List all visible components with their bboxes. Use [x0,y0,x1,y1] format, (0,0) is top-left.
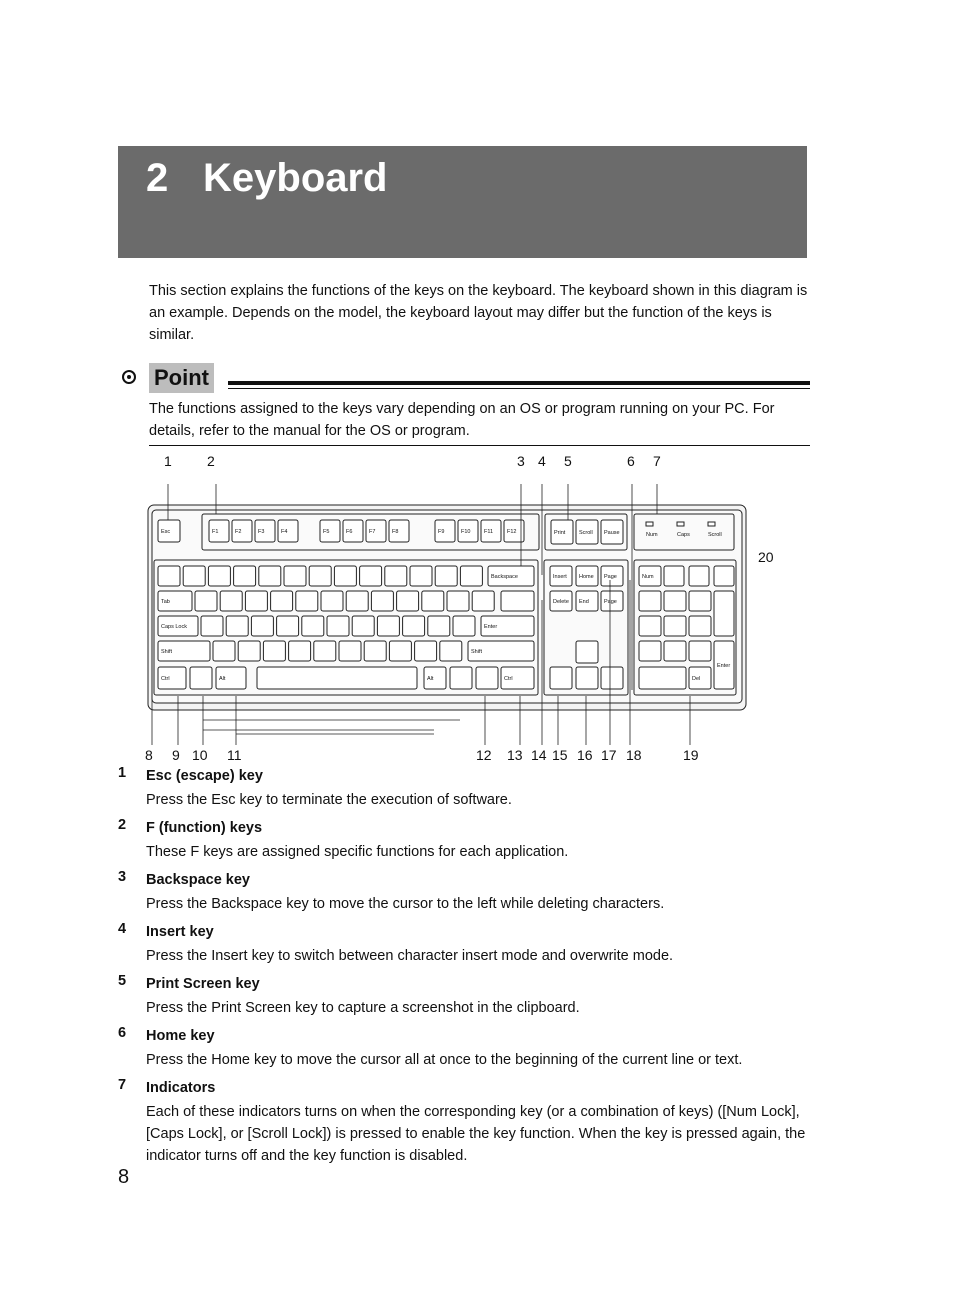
key-blank [321,591,343,611]
key-blank [277,616,299,636]
key-label-pgdn: Page [604,599,617,605]
callout-number-8: 8 [145,747,153,763]
callout-number-19: 19 [683,747,699,763]
key-blank [289,641,311,661]
key-blank [334,566,356,586]
callout-number-13: 13 [507,747,523,763]
key-windows-right [450,667,472,689]
point-label: Point [149,363,214,393]
callout-number-11: 11 [227,747,242,763]
key-blank [664,566,684,586]
key-blank [453,616,475,636]
list-item [118,973,818,1019]
callout-number-2: 2 [207,453,215,469]
key-blank [263,641,285,661]
callout-number-3: 3 [517,453,525,469]
key-label-end: End [579,599,589,605]
key-label-f12: F12 [507,529,517,535]
item-heading: Insert key [146,924,214,940]
callout-number-16: 16 [577,747,593,763]
indicator-label-ind_num: Num [646,532,658,538]
item-number: 7 [118,1077,127,1093]
key-blank [271,591,293,611]
item-number: 5 [118,973,127,989]
key-label-f5: F5 [323,529,330,535]
key-blank [284,566,306,586]
key-label-enter: Enter [484,624,498,630]
key-blank [259,566,281,586]
key-label-pgup: Page [604,574,617,580]
key-blank [639,641,661,661]
item-number: 6 [118,1025,127,1041]
key-label-f6: F6 [346,529,353,535]
callout-number-17: 17 [601,747,617,763]
callout-number-7: 7 [653,453,661,469]
key-blank [460,566,482,586]
key-label-backspace: Backspace [491,574,518,580]
key-label-scroll: Scroll [579,530,593,536]
key-label-kp_enter: Enter [717,663,731,669]
key-blank [422,591,444,611]
key-blank [428,616,450,636]
key-label-tab: Tab [161,599,170,605]
chapter-title: Keyboard [203,156,388,200]
key-blank [251,616,273,636]
key-label-f8: F8 [392,529,399,535]
target-icon [122,370,136,384]
key-blank [435,566,457,586]
key-label-f9: F9 [438,529,445,535]
indicator-label-ind_caps: Caps [677,532,690,538]
key-blank [158,566,180,586]
item-heading: Home key [146,1028,215,1044]
key-label-pause: Pause [604,530,620,536]
list-item [118,1077,818,1167]
key-label-f3: F3 [258,529,265,535]
indicator-lamp-ind_num [646,522,653,526]
list-item [118,817,818,863]
list-item [118,869,818,915]
callout-number-5: 5 [564,453,572,469]
key-blank [472,591,494,611]
item-heading: F (function) keys [146,820,263,836]
key-blank [664,591,686,611]
item-description: Each of these indicators turns on when the corresponding key (or a combination of keys) ([Num Lock], [Caps Lock], or [Scroll Lock]) is pressed to enable the key function. When the key is pressed again, the indicator turns off and the key function is disabled. [146,1104,806,1164]
key-blank [397,591,419,611]
item-description: Press the Esc key to terminate the execution of software. [146,792,512,808]
list-item [118,921,818,967]
key-label-numlock: Num [642,574,654,580]
key-label-shift: Shift [161,649,173,655]
indicator-lamp-ind_caps [677,522,684,526]
item-number: 2 [118,817,127,833]
key-label-alt: Alt [427,676,434,682]
key-label-ctrl: Ctrl [161,676,170,682]
indicator-lamp-ind_scroll [708,522,715,526]
key-blank [689,641,711,661]
item-heading: Backspace key [146,872,250,888]
point-rule-thick [228,381,810,385]
key-label-f4: F4 [281,529,288,535]
key-blank [501,591,534,611]
key-label-f1: F1 [212,529,219,535]
key-blank [639,591,661,611]
point-text: The functions assigned to the keys vary depending on an OS or program running on your PC. For details, refer to the manual for the OS or program. [149,401,775,439]
key-label-esc: Esc [161,529,171,535]
key-label-home: Home [579,574,594,580]
key-blank [302,616,324,636]
callout-number-4: 4 [538,453,546,469]
key-blank [183,566,205,586]
key-blank [371,591,393,611]
key-blank [327,616,349,636]
key-description-list [118,765,818,1173]
item-heading: Indicators [146,1080,216,1096]
key-blank [364,641,386,661]
key-label-delete: Delete [553,599,569,605]
key-kp-0 [639,667,686,689]
key-windows [190,667,212,689]
key-blank [385,566,407,586]
key-blank [309,566,331,586]
key-arrow-down [576,667,598,689]
item-number: 1 [118,765,127,781]
key-blank [226,616,248,636]
key-blank [410,566,432,586]
key-blank [339,641,361,661]
key-blank [377,616,399,636]
callout-number-14: 14 [531,747,547,763]
key-kp-plus [714,591,734,636]
key-blank [689,566,709,586]
item-number: 4 [118,921,127,937]
key-blank [201,616,223,636]
callout-number-1: 1 [164,453,172,469]
key-blank [314,641,336,661]
key-arrow-right [601,667,623,689]
item-description: These F keys are assigned specific functions for each application. [146,844,569,860]
callout-number-18: 18 [626,747,642,763]
callout-number-12: 12 [476,747,492,763]
key-label-prtsc: Print [554,530,566,536]
page-number: 8 [118,1166,130,1188]
intro-paragraph: This section explains the functions of the keys on the keyboard. The keyboard shown in this diagram is an example. Depends on the model, the keyboard layout may differ but the function of the keys is similar. [149,283,808,343]
chapter-number: 2 [146,156,169,200]
key-label-shift: Shift [471,649,483,655]
point-header [118,363,810,393]
callout-number-6: 6 [627,453,635,469]
list-item [118,1025,818,1071]
item-number: 3 [118,869,127,885]
key-blank [664,616,686,636]
key-label-f2: F2 [235,529,242,535]
key-blank [360,566,382,586]
item-description: Press the Print Screen key to capture a screenshot in the clipboard. [146,1000,580,1016]
chapter-banner [118,146,807,258]
callout-number-10: 10 [192,747,208,763]
key-blank [234,566,256,586]
item-heading: Esc (escape) key [146,768,263,784]
key-blank [238,641,260,661]
callout-number-9: 9 [172,747,180,763]
key-arrow-left [550,667,572,689]
key-blank [689,591,711,611]
item-description: Press the Home key to move the cursor all at once to the beginning of the current line or text. [146,1052,743,1068]
point-rule-thin [228,388,810,389]
key-blank [664,641,686,661]
key-arrow-up [576,641,598,663]
point-bottom-rule [149,445,810,446]
key-blank [208,566,230,586]
callout-number-20: 20 [758,549,774,565]
item-heading: Print Screen key [146,976,260,992]
key-label-ctrl: Ctrl [504,676,513,682]
indicator-label-ind_scroll: Scroll [708,532,722,538]
key-label-f7: F7 [369,529,376,535]
key-blank [389,641,411,661]
key-blank [639,616,661,636]
key-label-alt: Alt [219,676,226,682]
key-blank [346,591,368,611]
key-blank [296,591,318,611]
key-blank [714,566,734,586]
callout-number-15: 15 [552,747,568,763]
key-blank [447,591,469,611]
key-blank [245,591,267,611]
list-item [118,765,818,811]
key-blank [195,591,217,611]
key-label-kp_del: Del [692,676,701,682]
key-blank [213,641,235,661]
key-blank [352,616,374,636]
key-label-capslock: Caps Lock [161,624,187,630]
item-description: Press the Backspace key to move the cursor to the left while deleting characters. [146,896,665,912]
key-blank [440,641,462,661]
item-description: Press the Insert key to switch between character insert mode and overwrite mode. [146,948,674,964]
key-blank [220,591,242,611]
key-label-f11: F11 [484,529,494,535]
key-label-f10: F10 [461,529,471,535]
key-label-insert: Insert [553,574,567,580]
keyboard-diagram [140,450,800,768]
key-menu [476,667,498,689]
key-blank [689,616,711,636]
key-blank [415,641,437,661]
key-blank [403,616,425,636]
key-space [257,667,417,689]
